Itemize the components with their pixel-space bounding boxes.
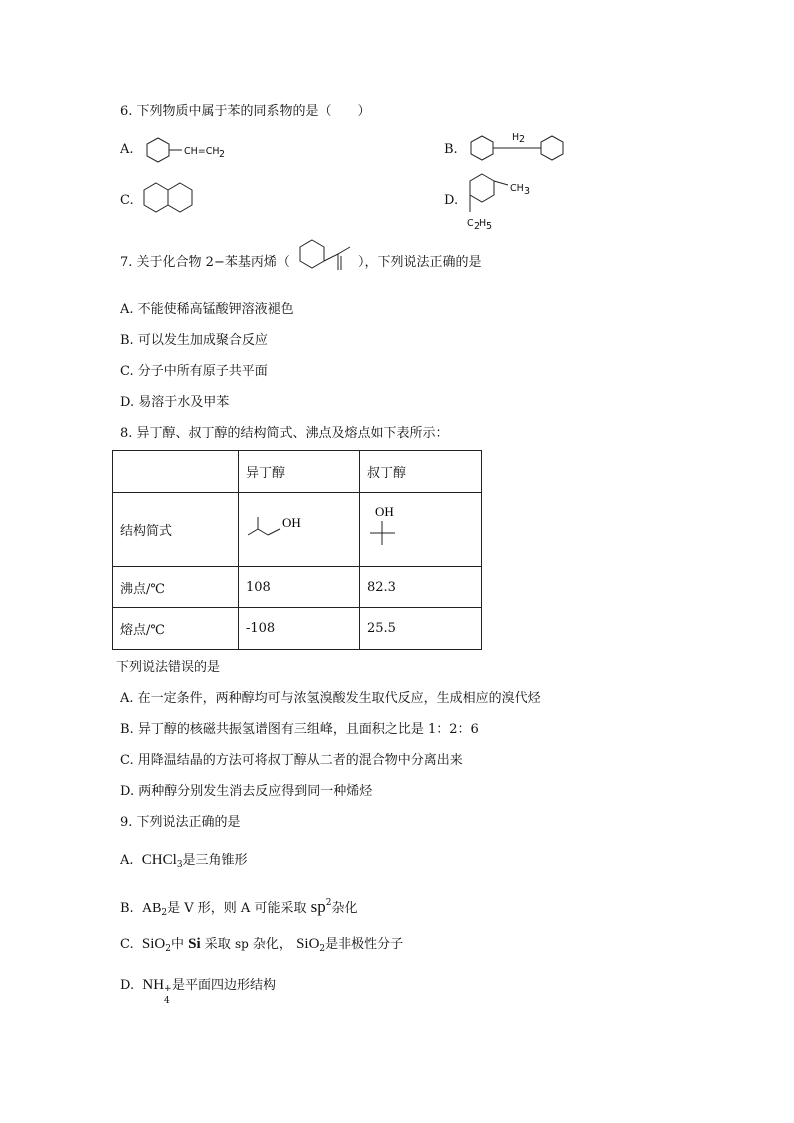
q8-option-b[interactable]: B. 异丁醇的核磁共振氢谱图有三组峰，且面积之比是 1：2：6 <box>120 722 479 737</box>
table-header-tert-butanol: 叔丁醇 <box>360 451 482 493</box>
q9-option-a[interactable]: A. CHCl$_3$是三角锥形 <box>120 852 248 870</box>
table-cell-bp-isobutanol: 108 <box>239 567 360 608</box>
table-row-bp-label: 沸点/℃ <box>113 567 239 608</box>
phenylpropene-structure <box>292 234 362 288</box>
q6-option-c-label[interactable]: C. <box>120 193 134 208</box>
table-row-mp-label: 熔点/℃ <box>113 608 239 650</box>
q9-option-c[interactable]: C. SiO$_2$中 Si 采取 sp 杂化， SiO$_2$是非极性分子 <box>120 936 404 954</box>
naphthalene-structure <box>138 180 208 218</box>
table-header-isobutanol: 异丁醇 <box>239 451 360 493</box>
q8-stem: 8. 异丁醇、叔丁醇的结构简式、沸点及熔点如下表所示： <box>120 426 449 441</box>
svg-text:3: 3 <box>524 186 531 197</box>
q6-option-a-label[interactable]: A. <box>120 142 134 157</box>
q9-stem: 9. 下列说法正确的是 <box>120 815 241 830</box>
q8-after-table: 下列说法错误的是 <box>116 660 221 675</box>
table-cell-bp-tert-butanol: 82.3 <box>360 567 482 608</box>
q9-c-formula: SiO <box>141 936 166 952</box>
q8-option-c[interactable]: C. 用降温结晶的方法可将叔丁醇从二者的混合物中分离出来 <box>120 753 463 768</box>
q7-stem-start: 7. 关于化合物 2−苯基丙烯（ <box>120 255 290 270</box>
q7-option-b[interactable]: B. 可以发生加成聚合反应 <box>120 333 268 348</box>
q7-stem-end: ），下列说法正确的是 <box>358 255 482 270</box>
ethyl-methylbenzene-structure <box>463 170 553 232</box>
table-cell-mp-isobutanol: -108 <box>239 608 360 650</box>
table-cell-tert-butanol-structure <box>360 493 482 567</box>
q6-a-formula: CH=CH <box>184 146 220 157</box>
tert-butanol-structure <box>367 505 447 555</box>
table-header-empty <box>113 451 239 493</box>
q8-option-a[interactable]: A. 在一定条件，两种醇均可与浓氢溴酸发生取代反应，生成相应的溴代烃 <box>120 691 541 706</box>
q6-d-c: C <box>467 218 474 229</box>
alcohol-properties-table <box>112 450 482 650</box>
svg-text:5: 5 <box>486 221 493 232</box>
q7-option-d[interactable]: D. 易溶于水及甲苯 <box>120 395 230 410</box>
q9-a-formula: CHCl <box>141 852 177 868</box>
q7-option-a[interactable]: A. 不能使稀高锰酸钾溶液褪色 <box>120 302 294 317</box>
q6-d-h: H <box>479 218 487 229</box>
isobutanol-structure <box>246 505 326 555</box>
diphenylmethane-structure <box>463 128 573 168</box>
q7-option-c[interactable]: C. 分子中所有原子共平面 <box>120 364 268 379</box>
q6-d-ch3: CH <box>510 183 524 194</box>
svg-text:2: 2 <box>219 149 226 160</box>
q8-option-d[interactable]: D. 两种醇分别发生消去反应得到同一种烯烃 <box>120 784 373 799</box>
svg-text:2: 2 <box>474 221 481 232</box>
table-row-structure-label: 结构简式 <box>113 493 239 567</box>
table-cell-mp-tert-butanol: 25.5 <box>360 608 482 650</box>
q6-option-d-label[interactable]: D. <box>444 193 459 208</box>
q9-d-formula: NH <box>142 977 165 993</box>
table-cell-isobutanol-structure <box>239 493 360 567</box>
styrene-structure <box>140 134 240 166</box>
q6-option-b-label[interactable]: B. <box>444 142 458 157</box>
q9-option-d[interactable]: D. NH + 4 是平面四边形结构 <box>120 977 277 1006</box>
q9-b-formula: AB <box>141 901 162 916</box>
tert-butanol-oh: OH <box>375 503 394 519</box>
svg-text:2: 2 <box>519 134 526 145</box>
q6-stem: 6. 下列物质中属于苯的同系物的是（ ） <box>120 104 371 119</box>
q9-option-b[interactable]: B. $AB_2$是 V 形，则 A 可能采取 $sp^2$杂化 <box>120 897 358 918</box>
q6-b-ch2: H <box>512 132 520 143</box>
isobutanol-oh: OH <box>282 514 301 530</box>
